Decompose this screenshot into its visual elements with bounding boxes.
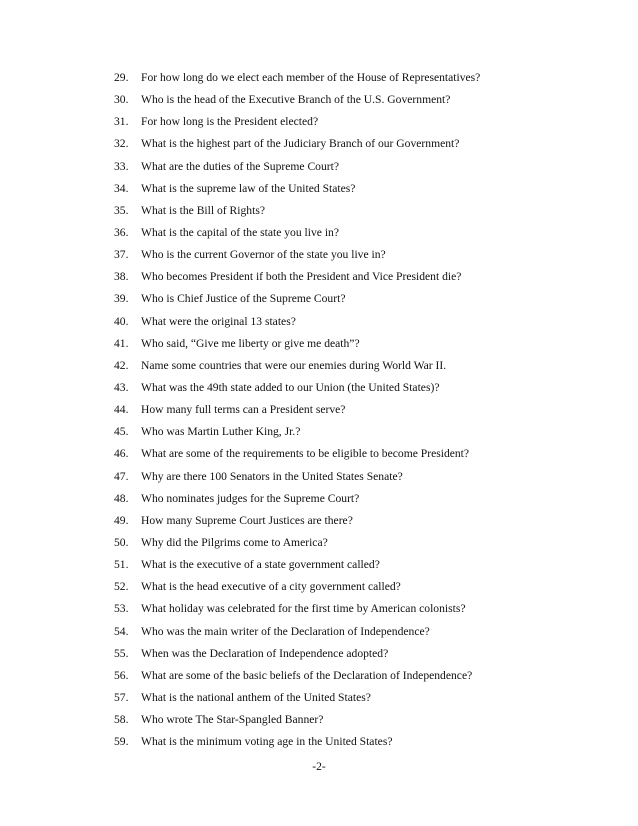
question-item xyxy=(0,423,638,445)
question-text: Who was Martin Luther King, Jr.? xyxy=(141,425,301,439)
question-text: When was the Declaration of Independence adopted? xyxy=(141,646,389,660)
question-number: 55. xyxy=(114,646,129,660)
question-number: 51. xyxy=(114,558,129,572)
question-text: Why are there 100 Senators in the United States Senate? xyxy=(141,469,403,483)
question-item xyxy=(0,645,638,667)
question-number: 36. xyxy=(114,225,129,239)
question-text: What is the Bill of Rights? xyxy=(141,203,265,217)
question-item xyxy=(0,69,638,91)
question-number: 58. xyxy=(114,713,129,727)
question-item xyxy=(0,357,638,379)
question-item xyxy=(0,733,638,755)
question-number: 35. xyxy=(114,203,129,217)
question-number: 32. xyxy=(114,137,129,151)
question-text: Name some countries that were our enemies during World War II. xyxy=(141,358,447,372)
question-item xyxy=(0,158,638,180)
question-item xyxy=(0,578,638,600)
question-text: What is the minimum voting age in the United States? xyxy=(141,735,393,749)
question-number: 40. xyxy=(114,314,129,328)
question-item xyxy=(0,401,638,423)
question-text: What were the original 13 states? xyxy=(141,314,296,328)
question-text: Who said, “Give me liberty or give me death”? xyxy=(141,336,360,350)
question-item xyxy=(0,623,638,645)
question-text: What is the head executive of a city government called? xyxy=(141,580,401,594)
question-number: 39. xyxy=(114,292,129,306)
question-text: Who becomes President if both the President and Vice President die? xyxy=(141,270,462,284)
question-number: 47. xyxy=(114,469,129,483)
question-item xyxy=(0,135,638,157)
question-number: 53. xyxy=(114,602,129,616)
question-item xyxy=(0,534,638,556)
question-item xyxy=(0,313,638,335)
question-item xyxy=(0,246,638,268)
question-item xyxy=(0,468,638,490)
question-number: 33. xyxy=(114,159,129,173)
question-number: 59. xyxy=(114,735,129,749)
question-item xyxy=(0,711,638,733)
question-item xyxy=(0,290,638,312)
question-item xyxy=(0,335,638,357)
question-text: What is the capital of the state you live in? xyxy=(141,225,339,239)
question-text: Who is Chief Justice of the Supreme Court? xyxy=(141,292,346,306)
question-item xyxy=(0,180,638,202)
question-item xyxy=(0,556,638,578)
question-text: Who is the current Governor of the state you live in? xyxy=(141,248,386,262)
question-number: 49. xyxy=(114,513,129,527)
question-item xyxy=(0,445,638,467)
question-text: Who is the head of the Executive Branch of the U.S. Government? xyxy=(141,93,451,107)
question-item xyxy=(0,689,638,711)
question-number: 56. xyxy=(114,668,129,682)
question-item xyxy=(0,490,638,512)
question-number: 29. xyxy=(114,71,129,84)
question-item xyxy=(0,667,638,689)
question-text: What is the national anthem of the United States? xyxy=(141,690,371,704)
question-text: How many full terms can a President serve? xyxy=(141,403,346,417)
question-text: What are some of the basic beliefs of the Declaration of Independence? xyxy=(141,668,473,682)
question-item xyxy=(0,600,638,622)
question-number: 44. xyxy=(114,403,129,417)
question-number: 37. xyxy=(114,248,129,262)
question-number: 50. xyxy=(114,535,129,549)
question-text: For how long is the President elected? xyxy=(141,115,319,129)
question-number: 38. xyxy=(114,270,129,284)
question-number: 41. xyxy=(114,336,129,350)
question-text: For how long do we elect each member of the House of Representatives? xyxy=(141,71,481,84)
question-item xyxy=(0,379,638,401)
question-text: What is the executive of a state government called? xyxy=(141,558,380,572)
question-number: 48. xyxy=(114,491,129,505)
question-number: 30. xyxy=(114,93,129,107)
question-text: What is the supreme law of the United States? xyxy=(141,181,356,195)
question-text: What are some of the requirements to be eligible to become President? xyxy=(141,447,470,461)
question-number: 31. xyxy=(114,115,129,129)
question-text: Who nominates judges for the Supreme Court? xyxy=(141,491,360,505)
question-item xyxy=(0,202,638,224)
question-number: 57. xyxy=(114,690,129,704)
question-item xyxy=(0,268,638,290)
question-number: 34. xyxy=(114,181,129,195)
question-text: What are the duties of the Supreme Court? xyxy=(141,159,339,173)
question-text: What was the 49th state added to our Union (the United States)? xyxy=(141,380,440,394)
question-number: 52. xyxy=(114,580,129,594)
question-number: 43. xyxy=(114,380,129,394)
question-text: Who was the main writer of the Declaration of Independence? xyxy=(141,624,430,638)
question-text: Why did the Pilgrims come to America? xyxy=(141,535,328,549)
question-item xyxy=(0,91,638,113)
question-text: What holiday was celebrated for the first time by American colonists? xyxy=(141,602,466,616)
question-text: Who wrote The Star-Spangled Banner? xyxy=(141,713,324,727)
question-number: 42. xyxy=(114,358,129,372)
question-list xyxy=(0,69,638,755)
question-text: How many Supreme Court Justices are there? xyxy=(141,513,353,527)
question-item xyxy=(0,113,638,135)
question-number: 54. xyxy=(114,624,129,638)
question-number: 46. xyxy=(114,447,129,461)
question-number: 45. xyxy=(114,425,129,439)
question-item xyxy=(0,224,638,246)
question-item xyxy=(0,512,638,534)
question-text: What is the highest part of the Judiciary Branch of our Government? xyxy=(141,137,460,151)
page-number: -2- xyxy=(312,760,326,773)
